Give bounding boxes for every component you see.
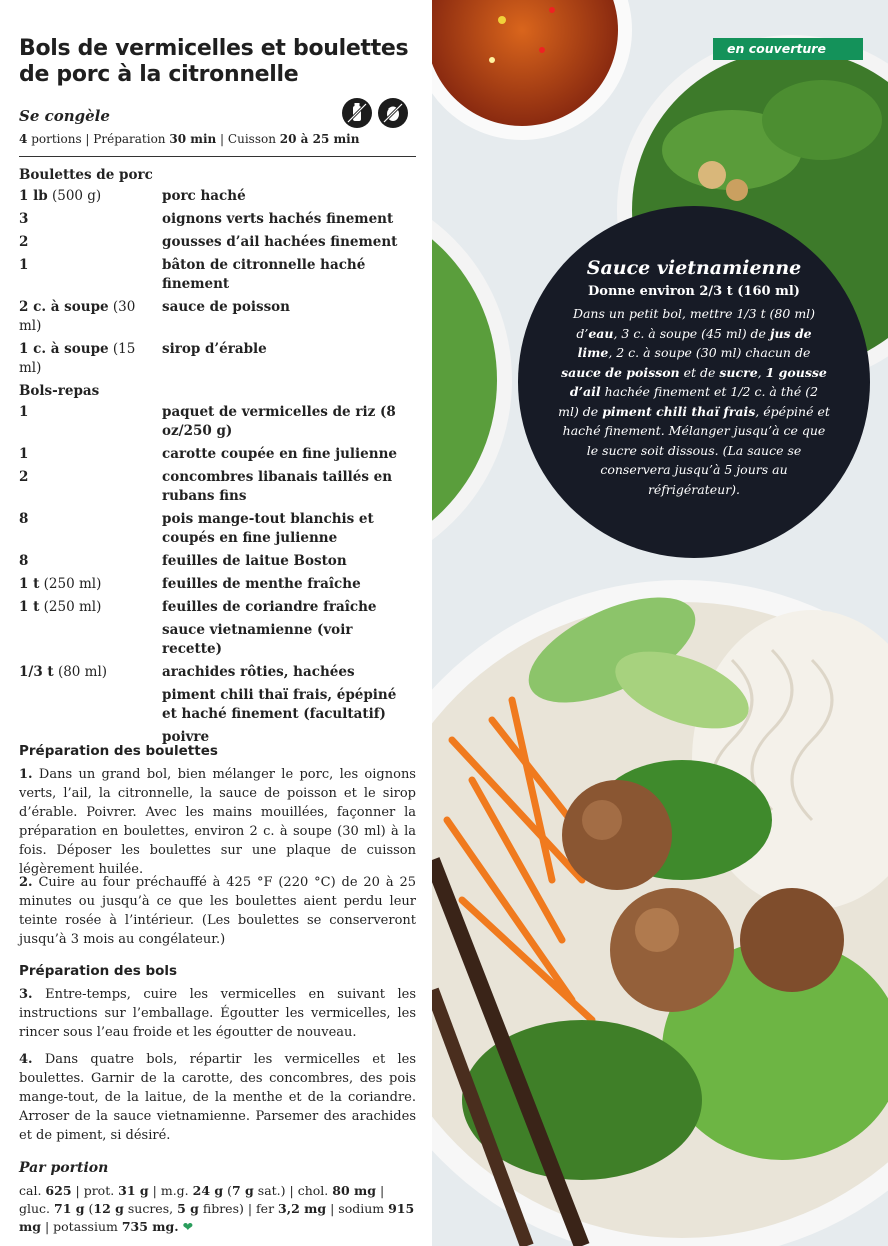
ingredient-row xyxy=(19,575,419,594)
recipe-column xyxy=(0,0,432,1246)
heart-icon: ❤ xyxy=(182,1219,194,1234)
step-3: 3. Entre-temps, cuire les vermicelles en suivant les instructions sur l’emballage. Égoutter les vermicelles, les rincer sous l’eau froide et les égoutter de nouveau. xyxy=(19,987,416,1040)
ingredient-qty: 1 t (250 ml) xyxy=(19,599,102,615)
sauce-title: Sauce vietnamienne xyxy=(586,257,802,279)
recipe-meta: 4 portions | Préparation 30 min | Cuisson 20 à 25 min xyxy=(19,132,360,146)
ingredient-row xyxy=(19,403,419,441)
ingredient-qty xyxy=(19,686,162,724)
ingredient-name: feuilles de coriandre fraîche xyxy=(162,599,377,615)
sauce-yield: Donne environ 2/3 t (160 ml) xyxy=(588,284,800,299)
dish-photo xyxy=(432,0,888,1246)
sauce-sidebar xyxy=(518,206,870,558)
step-2: 2. Cuire au four préchauffé à 425 °F (220 °C) de 20 à 25 minutes ou jusqu’à ce que les boulettes aient perdu leur teinte rosée à l’intérieur. (Les boulettes se conserveront jusqu’à 3 mois au congélateur.) xyxy=(19,875,417,947)
ingredients-list xyxy=(19,166,419,751)
ingredient-row xyxy=(19,468,419,506)
ingredient-row xyxy=(19,552,419,571)
ingredient-qty: 1 xyxy=(19,446,29,462)
step-4: 4. Dans quatre bols, répartir les vermicelles et les boulettes. Garnir de la carotte, des concombres, des pois mange-tout, de la laitue, de la menthe et de la coriandre. Arroser de la sauce vietnamienne. Parsemer des arachides et de piment, si désiré. xyxy=(19,1052,416,1143)
ingredient-name: paquet de vermicelles de riz (8 oz/250 g) xyxy=(162,404,396,439)
ingredients-section-title: Boulettes de porc xyxy=(19,167,153,183)
freeze-label: Se congèle xyxy=(19,107,110,125)
ingredient-qty: 3 xyxy=(19,211,29,227)
ingredient-row xyxy=(19,256,419,294)
ingredient-qty: 2 c. à soupe (30 ml) xyxy=(19,299,136,334)
ingredient-row xyxy=(19,686,419,724)
ingredient-name: piment chili thaï frais, épépiné et haché finement (facultatif) xyxy=(162,687,397,722)
ingredient-name: carotte coupée en fine julienne xyxy=(162,446,397,462)
ingredient-row xyxy=(19,298,419,336)
diet-icons xyxy=(342,98,408,128)
ingredient-name: pois mange-tout blanchis et coupés en fine julienne xyxy=(162,511,374,546)
nutrition-title: Par portion xyxy=(19,1160,109,1176)
ingredient-row xyxy=(19,187,419,206)
ingredient-row xyxy=(19,233,419,252)
ingredient-name: sauce de poisson xyxy=(162,299,290,315)
ingredient-name: gousses d’ail hachées finement xyxy=(162,234,398,250)
ingredient-qty: 2 xyxy=(19,234,29,250)
ingredient-name: sauce vietnamienne (voir recette) xyxy=(162,622,353,657)
cover-badge: en couverture xyxy=(713,38,863,60)
ingredient-qty: 1/3 t (80 ml) xyxy=(19,664,108,680)
ingredient-row xyxy=(19,340,419,378)
food-illustration xyxy=(432,0,888,1246)
ingredients-section-title: Bols-repas xyxy=(19,383,100,399)
ingredient-row xyxy=(19,663,419,682)
ingredient-row xyxy=(19,510,419,548)
section-heading: Préparation des bols xyxy=(19,963,178,979)
ingredient-qty: 1 c. à soupe (15 ml) xyxy=(19,341,136,376)
ingredient-name: feuilles de menthe fraîche xyxy=(162,576,361,592)
ingredient-name: feuilles de laitue Boston xyxy=(162,553,347,569)
ingredient-row xyxy=(19,445,419,464)
ingredient-qty: 2 xyxy=(19,469,29,485)
ingredient-qty: 8 xyxy=(19,511,29,527)
ingredient-row xyxy=(19,210,419,229)
ingredient-qty: 1 t (250 ml) xyxy=(19,576,102,592)
divider xyxy=(19,156,416,157)
recipe-title: Bols de vermicelles et boulettes de porc à la citronnelle xyxy=(19,36,409,87)
ingredient-qty: 1 lb (500 g) xyxy=(19,188,102,204)
ingredient-name: poivre xyxy=(162,729,210,745)
step-1: 1. Dans un grand bol, bien mélanger le porc, les oignons verts, l’ail, la citronnelle, la sauce de poisson et le sirop d’érable. Poivrer. Avec les mains mouillées, façonner la préparation en boulettes, environ 2 c. à soupe (30 ml) à la fois. Déposer les boulettes sur une plaque de cuisson légèrement huilée. xyxy=(19,767,416,877)
dairy-free-icon xyxy=(342,98,372,128)
nutrition-facts: cal. 625 | prot. 31 g | m.g. 24 g (7 g sat.) | chol. 80 mg | gluc. 71 g (12 g sucres, 5 g fibres) | fer 3,2 mg | sodium 915 mg | potassium 735 mg. ❤ xyxy=(19,1183,415,1234)
ingredient-row xyxy=(19,621,419,659)
sauce-instructions: Dans un petit bol, mettre 1/3 t (80 ml) d’eau, 3 c. à soupe (45 ml) de jus de lime, 2 c. à soupe (30 ml) chacun de sauce de poisson et de sucre, 1 gousse d’ail hachée finement et 1/2 c. à thé (2 ml) de piment chili thaï frais, épépiné et haché finement. Mélanger jusqu’à ce que le sucre soit dissous. (La sauce se conservera jusqu’à 5 jours au réfrigérateur). xyxy=(558,306,830,497)
ingredient-qty: 1 xyxy=(19,404,29,420)
ingredient-name: bâton de citronnelle haché finement xyxy=(162,257,366,292)
ingredient-qty: 1 xyxy=(19,257,29,273)
ingredient-name: arachides rôties, hachées xyxy=(162,664,355,680)
ingredient-row xyxy=(19,598,419,617)
ingredient-name: concombres libanais taillés en rubans fins xyxy=(162,469,393,504)
ingredient-name: sirop d’érable xyxy=(162,341,267,357)
ingredient-qty: 8 xyxy=(19,553,29,569)
ingredient-name: oignons verts hachés finement xyxy=(162,211,394,227)
nut-free-icon xyxy=(378,98,408,128)
ingredient-qty xyxy=(19,621,162,659)
section-heading: Préparation des boulettes xyxy=(19,743,218,759)
ingredient-name: porc haché xyxy=(162,188,246,204)
